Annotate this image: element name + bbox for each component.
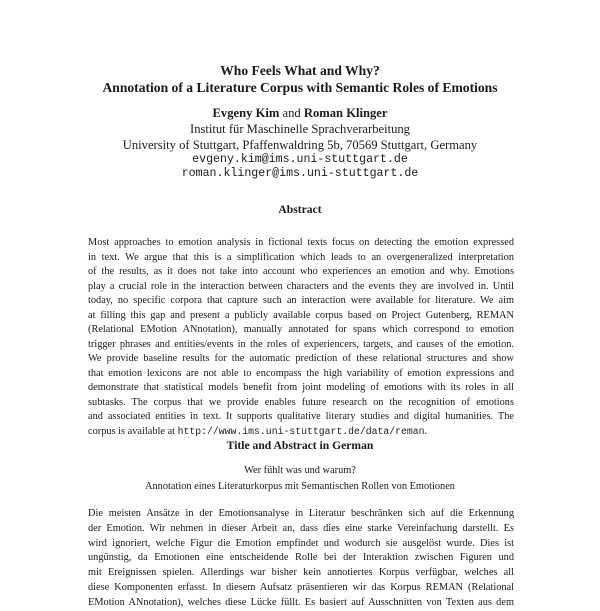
availability-text: corpus is available at: [88, 425, 176, 437]
author-1: Evgeny Kim: [212, 106, 280, 120]
abstract-body: [88, 236, 514, 439]
author-line: [0, 105, 600, 121]
abstract-line: of the results, as it does not take into account who experiences an emotion and why. Emotions: [88, 266, 514, 277]
affiliation-address: University of Stuttgart, Pfaffenwaldring 5b, 70569 Stuttgart, Germany: [122, 138, 478, 152]
german-abstract-line: wird ignoriert, welche Figur die Emotion empfindet und wodurch sie ausgelöst wurde. Dies ist: [88, 537, 514, 549]
german-title-line-2: Annotation eines Literaturkorpus mit Semantischen Rollen von Emotionen: [145, 481, 455, 492]
author-conjunction: and: [282, 106, 301, 120]
availability-period: .: [424, 425, 428, 437]
author-2: Roman Klinger: [303, 106, 388, 120]
german-abstract-line: ungünstig, da Emotionen eine entscheidende Rolle bei der Interaktion zwischen Figuren und: [88, 552, 514, 564]
german-abstract-line: mit Ereignissen spielen. Allerdings war bisher kein annotiertes Korpus verfügbar, welches all: [88, 567, 514, 579]
german-abstract-line: diese Komponenten erfasst. In diesem Aufsatz präsentieren wir das Korpus REMAN (Relational: [88, 581, 514, 593]
abstract-line: Most approaches to emotion analysis in fictional texts focus on detecting the emotion expressed: [88, 237, 514, 248]
german-abstract-body: [88, 507, 514, 611]
email-author-2: roman.klinger@ims.uni-stuttgart.de: [181, 167, 419, 180]
paper-title-line-2: Annotation of a Literature Corpus with Semantic Roles of Emotions: [102, 80, 498, 95]
corpus-url-link[interactable]: http://www.ims.uni-stuttgart.de/data/reman: [177, 425, 425, 437]
paper-title-line-1: Who Feels What and Why?: [220, 63, 380, 78]
abstract-line: at filling this gap and present a publicly available corpus based on Project Gutenberg, REMAN: [88, 309, 514, 321]
abstract-line: We provide baseline results for the automatic prediction of these relational structures and show: [88, 353, 514, 364]
german-section-heading: Title and Abstract in German: [226, 439, 374, 452]
abstract-line: that emotion lexicons are not able to encompass the high variability of emotion expressions and: [88, 367, 514, 379]
german-abstract-line: der Emotion. Wir nehmen in dieser Arbeit an, dass dies eine starke Vereinfachung darstellt. Es: [88, 522, 514, 534]
abstract-last-line: [88, 425, 514, 440]
abstract-line: in text. We argue that this is a simplification which leads to an overgeneralized interpretation: [88, 251, 514, 263]
abstract-line: (Relational EMotion ANnotation), manually annotated for spans which correspond to emotion: [88, 324, 514, 335]
abstract-line: subtasks. The corpus that we provide enables future research on the recognition of emotions: [88, 396, 514, 408]
german-abstract-line: EMotion ANnotation), welches diese Lücke füllt. Es basiert auf Ausschnitten von Texten aus dem: [88, 596, 514, 608]
abstract-line: trigger phrases and entities/events in the roles of experiencers, targets, and causes of the emotion.: [88, 338, 514, 350]
german-title-line-1: Wer fühlt was und warum?: [244, 465, 356, 476]
abstract-heading: Abstract: [278, 203, 322, 216]
abstract-line: today, no specific corpora that capture such an interaction were available for literature. We aim: [88, 295, 514, 306]
abstract-line: and associated entities in text. It supports qualitative literary studies and digital humanities. The: [88, 411, 514, 422]
german-abstract-line: Die meisten Ansätze in der Emotionsanalyse in Literatur beschränken sich auf die Erkennung: [88, 508, 514, 519]
abstract-line: play a crucial role in the interaction between characters and the events they are involved in. Until: [88, 280, 514, 292]
email-author-1: evgeny.kim@ims.uni-stuttgart.de: [192, 153, 408, 166]
affiliation-institute: Institut für Maschinelle Sprachverarbeitung: [190, 122, 410, 136]
abstract-line: demonstrate that statistical models benefit from joint modeling of emotions with its roles in all: [88, 382, 514, 393]
